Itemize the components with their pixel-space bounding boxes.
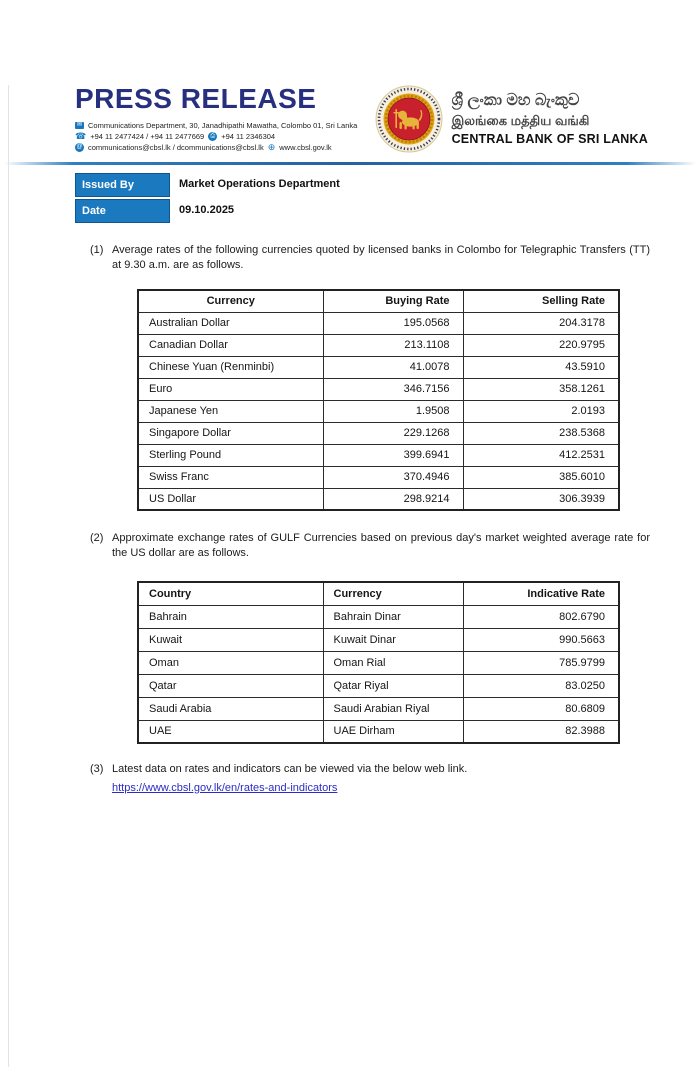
selling-rate: 204.3178: [463, 312, 619, 334]
globe-icon: ⊕: [267, 142, 276, 152]
table-row: [138, 674, 619, 697]
press-release-title: PRESS RELEASE: [75, 83, 317, 114]
table-row: [138, 605, 619, 628]
currency-name: US Dollar: [138, 488, 323, 510]
bank-name-tamil: இலங்கை மத்திய வங்கி: [451, 113, 590, 128]
rates-indicators-link[interactable]: https://www.cbsl.gov.lk/en/rates-and-indicators: [112, 782, 338, 794]
paragraph-2: [90, 531, 650, 561]
email-addresses: communications@cbsl.lk / dcommunications@cbsl.lk: [88, 143, 264, 152]
country-name: Saudi Arabia: [138, 697, 323, 720]
currency-name: Euro: [138, 378, 323, 400]
table-row: [138, 312, 619, 334]
currency-name: Saudi Arabian Riyal: [323, 697, 463, 720]
buying-rate: 195.0568: [323, 312, 463, 334]
table-row: [138, 334, 619, 356]
table-row: [138, 400, 619, 422]
tt-table-header-row: [138, 290, 619, 312]
table-row: [138, 720, 619, 743]
paragraph-3: [90, 762, 650, 777]
currency-name: UAE Dirham: [323, 720, 463, 743]
gulf-rates-table: [137, 581, 620, 744]
bank-names: [452, 90, 648, 148]
country-name: Bahrain: [138, 605, 323, 628]
tt-rates-table: [137, 289, 620, 511]
tt-header-buying-rate: Buying Rate: [323, 290, 463, 312]
bank-name-sinhala: ශ්‍රී ලංකා මහ බැංකුව: [451, 92, 580, 109]
date-label: Date: [75, 199, 170, 223]
table-row: [138, 422, 619, 444]
currency-name: Bahrain Dinar: [323, 605, 463, 628]
currency-name: Sterling Pound: [138, 444, 323, 466]
phone-numbers: +94 11 2477424 / +94 11 2477669: [90, 132, 205, 141]
paragraph-3-number: (3): [90, 763, 104, 775]
tt-header-currency: Currency: [138, 290, 323, 312]
selling-rate: 306.3939: [463, 488, 619, 510]
indicative-rate: 990.5663: [463, 628, 619, 651]
indicative-rate: 82.3988: [463, 720, 619, 743]
currency-name: Qatar Riyal: [323, 674, 463, 697]
table-row: [138, 444, 619, 466]
issued-by-label: Issued By: [75, 173, 170, 197]
paragraph-1: [90, 243, 650, 273]
email-icon: @: [76, 144, 83, 150]
email-line: [75, 142, 357, 153]
table-row: [138, 628, 619, 651]
issued-by-row: [75, 173, 700, 197]
date-value: 09.10.2025: [179, 204, 235, 216]
selling-rate: 358.1261: [463, 378, 619, 400]
selling-rate: 43.5910: [463, 356, 619, 378]
buying-rate: 229.1268: [323, 422, 463, 444]
date-row: [75, 199, 700, 223]
country-name: Kuwait: [138, 628, 323, 651]
buying-rate: 213.1108: [323, 334, 463, 356]
country-name: Oman: [138, 651, 323, 674]
website-text: www.cbsl.gov.lk: [279, 143, 332, 152]
fax-icon: ⎙: [208, 132, 217, 141]
buying-rate: 1.9508: [323, 400, 463, 422]
central-bank-seal-logo: [375, 85, 443, 153]
currency-name: Canadian Dollar: [138, 334, 323, 356]
table-row: [138, 488, 619, 510]
currency-name: Chinese Yuan (Renminbi): [138, 356, 323, 378]
indicative-rate: 83.0250: [463, 674, 619, 697]
currency-name: Kuwait Dinar: [323, 628, 463, 651]
table-row: [138, 356, 619, 378]
gulf-header-currency: Currency: [323, 582, 463, 605]
country-name: UAE: [138, 720, 323, 743]
buying-rate: 346.7156: [323, 378, 463, 400]
issued-by-value: Market Operations Department: [179, 178, 340, 190]
gulf-header-country: Country: [138, 582, 323, 605]
meta-block: [75, 173, 700, 223]
contact-block: [75, 120, 357, 153]
fax-number: +94 11 2346304: [221, 132, 276, 141]
table-row: [138, 697, 619, 720]
header-divider-rule: [4, 162, 696, 165]
document-header: [75, 85, 648, 153]
gulf-table-header-row: [138, 582, 619, 605]
address-line: [75, 120, 357, 131]
phone-icon: ☎: [75, 131, 87, 141]
bank-brand: [375, 85, 648, 153]
bank-name-english: CENTRAL BANK OF SRI LANKA: [451, 132, 648, 146]
table-row: [138, 651, 619, 674]
buying-rate: 41.0078: [323, 356, 463, 378]
paragraph-1-number: (1): [90, 244, 104, 256]
tt-header-selling-rate: Selling Rate: [463, 290, 619, 312]
paragraph-1-text: Average rates of the following currencies quoted by licensed banks in Colombo for Telegraphic Transfers (TT) at 9.30 a.m. are as follows.: [112, 244, 650, 271]
masthead: [75, 85, 357, 153]
indicative-rate: 80.6809: [463, 697, 619, 720]
selling-rate: 412.2531: [463, 444, 619, 466]
currency-name: Japanese Yen: [138, 400, 323, 422]
table-row: [138, 378, 619, 400]
gulf-header-indicative-rate: Indicative Rate: [463, 582, 619, 605]
web-link-line: [112, 778, 700, 796]
buying-rate: 370.4946: [323, 466, 463, 488]
currency-name: Oman Rial: [323, 651, 463, 674]
indicative-rate: 785.9799: [463, 651, 619, 674]
paragraph-3-text: Latest data on rates and indicators can be viewed via the below web link.: [112, 763, 468, 775]
currency-name: Australian Dollar: [138, 312, 323, 334]
paragraph-2-number: (2): [90, 532, 104, 544]
buying-rate: 399.6941: [323, 444, 463, 466]
selling-rate: 385.6010: [463, 466, 619, 488]
selling-rate: 220.9795: [463, 334, 619, 356]
country-name: Qatar: [138, 674, 323, 697]
address-text: Communications Department, 30, Janadhipathi Mawatha, Colombo 01, Sri Lanka: [88, 121, 358, 130]
scan-edge-shadow: [8, 85, 9, 1067]
table-row: [138, 466, 619, 488]
currency-name: Singapore Dollar: [138, 422, 323, 444]
selling-rate: 238.5368: [463, 422, 619, 444]
indicative-rate: 802.6790: [463, 605, 619, 628]
buying-rate: 298.9214: [323, 488, 463, 510]
paragraph-2-text: Approximate exchange rates of GULF Currencies based on previous day's market weighted average rate for the US dollar are as follows.: [112, 532, 650, 559]
currency-name: Swiss Franc: [138, 466, 323, 488]
envelope-icon: ✉: [76, 122, 83, 128]
phone-line: [75, 131, 357, 142]
selling-rate: 2.0193: [463, 400, 619, 422]
